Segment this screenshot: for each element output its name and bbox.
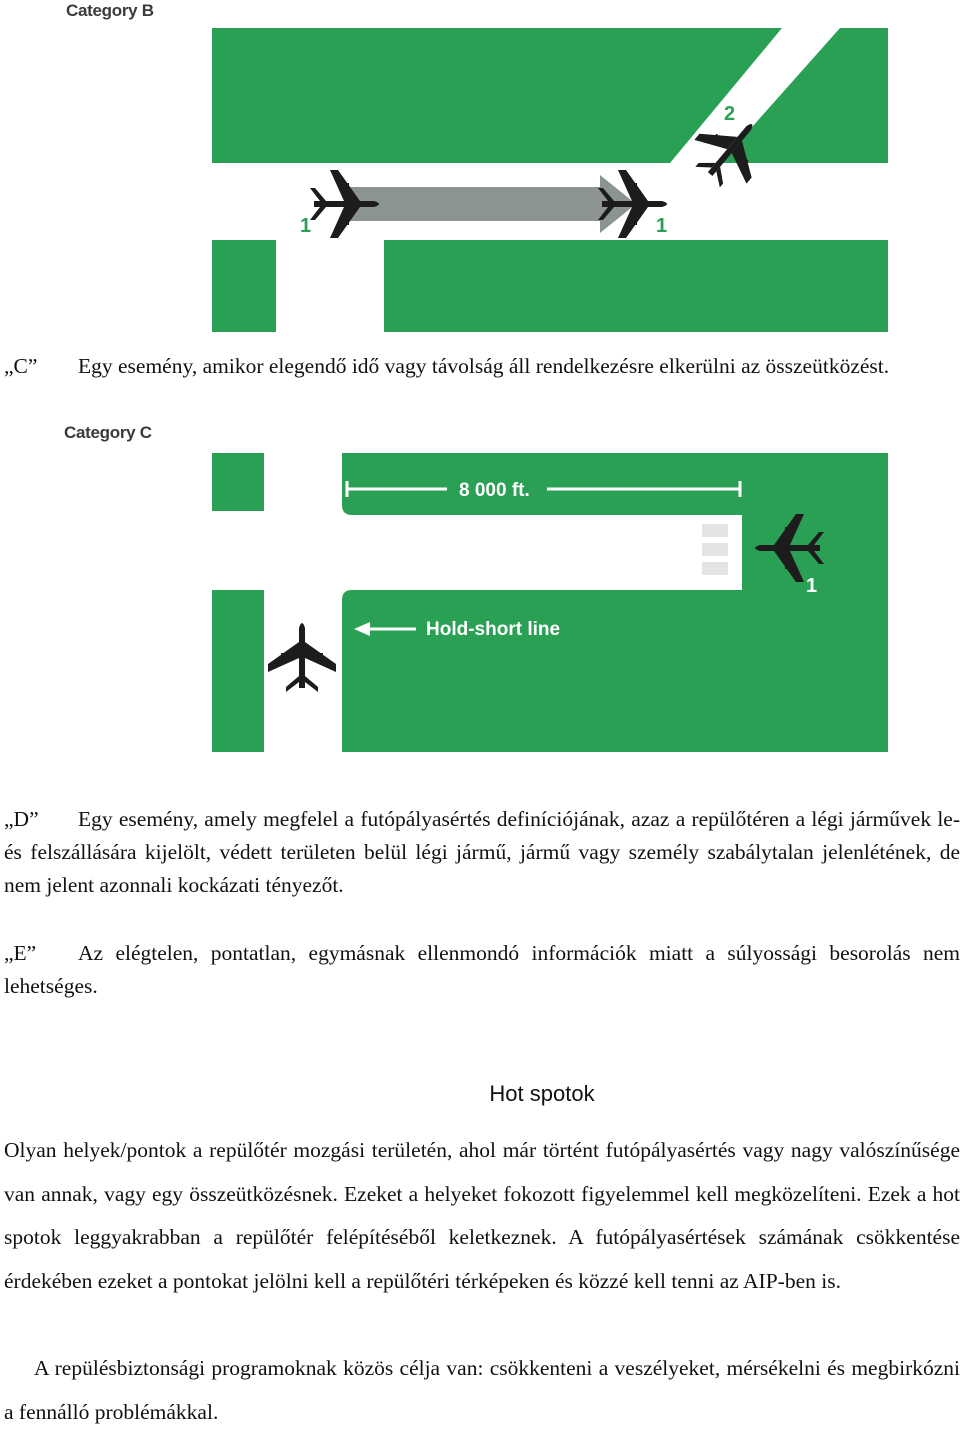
hot-spots-paragraph-2: A repülésbiztonsági programoknak közös célja van: csökkenteni a veszélyeket, mérsékelni és megbirkózni a fennálló problémákkal. xyxy=(4,1356,960,1424)
item-c-paragraph xyxy=(4,350,960,383)
aircraft-2-number: 2 xyxy=(320,678,332,700)
aircraft-1-start-icon xyxy=(310,170,379,238)
item-c-letter: „C” xyxy=(4,354,38,378)
category-b-label: Category B xyxy=(66,1,154,20)
item-e-text: Az elégtelen, pontatlan, egymásnak ellenmondó információk miatt a súlyossági besorolás nem lehetséges. xyxy=(4,941,960,998)
item-c-text: Egy esemény, amikor elegendő idő vagy távolság áll rendelkezésre elkerülni az összeütközést. xyxy=(78,354,890,378)
category-b-diagram xyxy=(0,0,960,340)
movement-arrow xyxy=(350,175,636,233)
hot-spots-paragraph-1: Olyan helyek/pontok a repülőtér mozgási területén, ahol már történt futópályasértés vagy nagy valószínűsége van annak, vagy egy összeütközésnek. Ezeket a helyeket fokozott figyelemmel kell megközelíteni. Ezek a hot spotok leggyakrabban a repülőtér felépítéséből keletkeznek. A futópályasértések számának csökkentése érdekében ezeket a pontokat jelölni kell a repülőtéri térképeken és közzé kell tenni az AIP-ben is. xyxy=(4,1138,960,1293)
item-d-letter: „D” xyxy=(4,807,39,831)
aircraft-1-number: 1 xyxy=(806,575,818,597)
item-d-text: Egy esemény, amely megfelel a futópályasértés definíciójának, azaz a repülőtéren a légi járművek le- és felszállására kijelölt, védett területen belül légi jármű, jármű vagy személy szabálytalan jelenlétének, de nem jelent azonnali kockázati tényezőt. xyxy=(4,807,960,897)
item-d-paragraph xyxy=(4,803,960,902)
aircraft-2-number: 2 xyxy=(724,103,736,125)
item-e-paragraph xyxy=(4,937,960,1003)
category-c-diagram xyxy=(0,440,960,760)
category-c-label: Category C xyxy=(64,423,152,442)
hot-spots-title: Hot spotok xyxy=(489,1081,595,1106)
distance-label: 8 000 ft. xyxy=(459,480,530,501)
hold-short-label: Hold-short line xyxy=(426,619,561,640)
aircraft-1-end-number: 1 xyxy=(656,215,668,237)
item-e-letter: „E” xyxy=(4,941,37,965)
aircraft-1-start-number: 1 xyxy=(300,215,312,237)
